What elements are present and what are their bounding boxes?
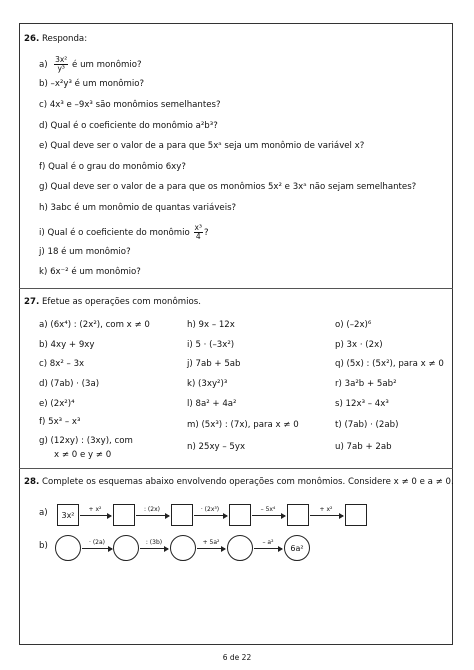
q27-item: h) 9x – 12x	[187, 320, 235, 330]
scheme-a-blank-box[interactable]	[113, 504, 135, 526]
op-label: + 5a²	[202, 539, 220, 546]
q26-item-i: i) Qual é o coeficiente do monômio $\frac{\text{x³}}{4}$ ?	[39, 223, 209, 241]
q27-item: c) 8x² – 3x	[39, 359, 85, 369]
q27-item: p) 3x · (2x)	[335, 340, 383, 350]
q26-item-j: j) 18 é um monômio?	[39, 247, 131, 257]
arrow	[194, 515, 227, 516]
q26-item-f: f) Qual é o grau do monômio 6xy?	[39, 162, 186, 172]
q27-item: d) (7ab) · (3a)	[39, 379, 100, 389]
q27-item: a) (6x⁴) : (2x²), com x ≠ 0	[39, 320, 150, 330]
q26-item-k: k) 6x⁻² é um monômio?	[39, 267, 141, 277]
q28-a-letter: a)	[39, 508, 48, 518]
q27-item: j) 7ab + 5ab	[187, 359, 241, 369]
scheme-b-end-circle: 6a²	[284, 535, 310, 561]
arrow	[310, 515, 343, 516]
arrow	[80, 515, 111, 516]
q27-item: s) 12x³ – 4x³	[335, 399, 389, 409]
scheme-b-blank-circle[interactable]	[113, 535, 139, 561]
op-label: : (3b)	[145, 539, 163, 546]
op-label: : (2x)	[144, 506, 160, 513]
q27-item: e) (2x²)⁴	[39, 399, 75, 409]
q27-item: m) (5x³) : (7x), para x ≠ 0	[187, 420, 299, 430]
scheme-a-blank-box[interactable]	[229, 504, 251, 526]
scheme-b-blank-circle[interactable]	[227, 535, 253, 561]
op-label: – a²	[262, 539, 274, 546]
q27-item: q) (5x) : (5x²), para x ≠ 0	[335, 359, 444, 369]
q27-item: o) (–2x)⁶	[335, 320, 372, 330]
q27-item: i) 5 · (–3x²)	[187, 340, 235, 350]
q27-item-continuation: x ≠ 0 e y ≠ 0	[54, 450, 112, 460]
q26-item-b: b) –x²y³ é um monômio?	[39, 79, 145, 89]
fraction: $\frac{\text{x³}}{4}$	[194, 223, 202, 241]
arrow	[252, 515, 285, 516]
q27-item: l) 8a² + 4a²	[187, 399, 237, 409]
arrow	[136, 515, 169, 516]
page-number: 6 de 22	[222, 653, 252, 662]
op-label: + x²	[319, 506, 333, 513]
q27-item: b) 4xy + 9xy	[39, 340, 95, 350]
op-label: + x²	[88, 506, 102, 513]
scheme-a-blank-box[interactable]	[287, 504, 309, 526]
scheme-a-blank-box[interactable]	[171, 504, 193, 526]
arrow	[82, 548, 112, 549]
scheme-a-blank-box[interactable]	[345, 504, 367, 526]
scheme-a-start-box: 3x²	[57, 504, 79, 526]
q27-item: f) 5x³ – x³	[39, 417, 81, 427]
q27-item: t) (7ab) · (2ab)	[335, 420, 399, 430]
arrow	[197, 548, 225, 549]
divider	[19, 288, 453, 289]
q26-item-d: d) Qual é o coeficiente do monômio a²b³?	[39, 121, 218, 131]
q28-b-letter: b)	[39, 541, 48, 551]
q26-item-c: c) 4x³ e –9x³ são monômios semelhantes?	[39, 100, 221, 110]
q26-header: 26. Responda:	[24, 34, 88, 44]
op-label: · (2a)	[89, 539, 105, 546]
q26-item-h: h) 3abc é um monômio de quantas variáveis?	[39, 203, 237, 213]
q27-item: n) 25xy – 5yx	[187, 442, 246, 452]
scheme-b-blank-circle[interactable]	[55, 535, 81, 561]
q27-item: r) 3a²b + 5ab²	[335, 379, 397, 389]
q26-item-a: a) $\frac{\text{3x²}}{\text{y³}}$ é um monômio?	[39, 55, 142, 73]
op-label: – 5x⁴	[260, 506, 276, 513]
op-label: · (2x³)	[200, 506, 220, 513]
q28-header: 28. Complete os esquemas abaixo envolvendo operações com monômios. Considere x ≠ 0 e a ≠ 0.	[24, 477, 454, 487]
arrow	[140, 548, 168, 549]
q26-item-e: e) Qual deve ser o valor de a para que 5xᵃ seja um monômio de variável x?	[39, 141, 365, 151]
q27-item: k) (3xy²)³	[187, 379, 228, 389]
divider	[19, 468, 453, 469]
scheme-b-blank-circle[interactable]	[170, 535, 196, 561]
q26-item-g: g) Qual deve ser o valor de a para que os monômios 5x² e 3xᵃ não sejam semelhantes?	[39, 182, 417, 192]
arrow	[254, 548, 282, 549]
q27-item: u) 7ab + 2ab	[335, 442, 392, 452]
fraction: $\frac{\text{3x²}}{\text{y³}}$	[55, 55, 68, 73]
q27-header: 27. Efetue as operações com monômios.	[24, 297, 201, 307]
q27-item: g) (12xy) : (3xy), com	[39, 436, 133, 446]
